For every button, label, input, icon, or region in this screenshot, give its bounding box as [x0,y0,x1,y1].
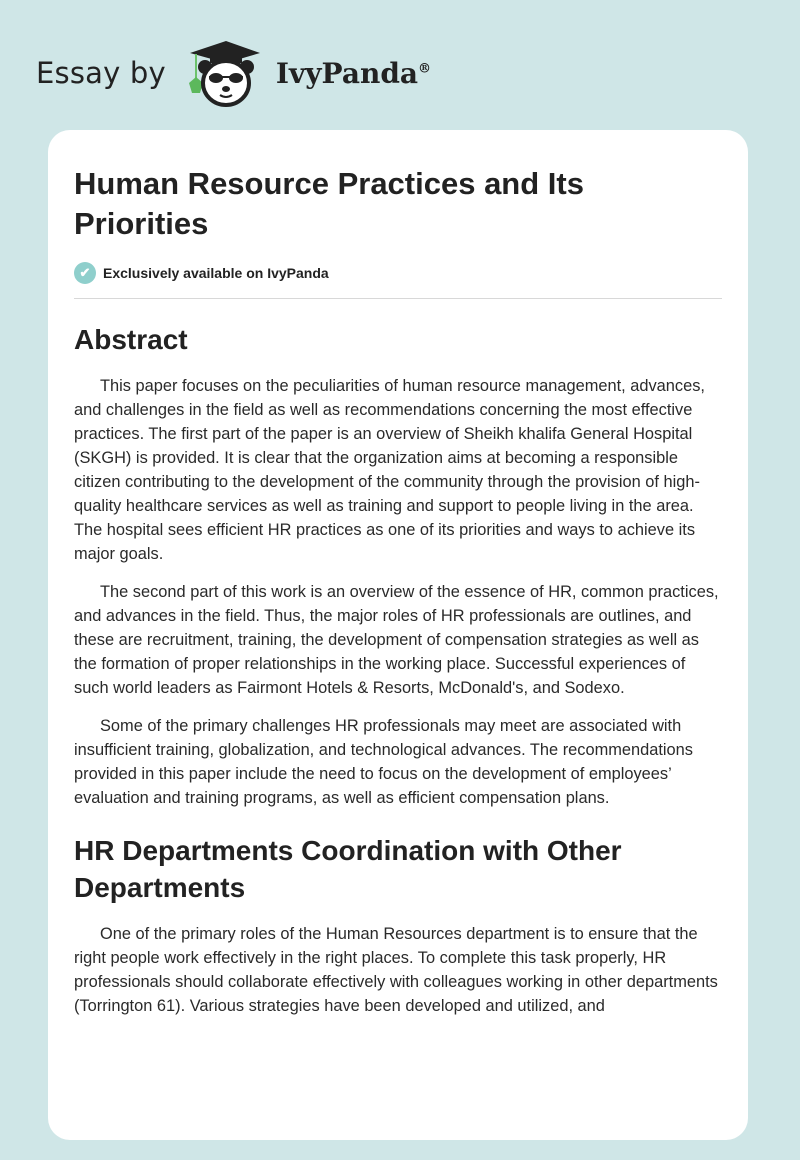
section-heading: HR Departments Coordination with Other Departments [74,835,622,903]
paragraph: One of the primary roles of the Human Resources department is to ensure that the right people work effectively in the right places. To complete this task properly, HR professionals should collaborate effectively with colleagues working in other departments (Torrington 61). Various strategies have been developed and utilized, and [74,925,718,1015]
paragraph: The second part of this work is an overview of the essence of HR, common practices, and advances in the field. Thus, the major roles of HR professionals are outlines, and these are recruitment, training, the development of compensation strategies as well as the formation of proper relationships in the working place. Successful experiences of such world leaders as Fairmont Hotels & Resorts, McDonald's, and Sodexo. [74,583,719,697]
essay-by-label: Essay by [36,56,166,90]
exclusive-badge [74,262,722,284]
paragraph: This paper focuses on the peculiarities of human resource management, advances, and challenges in the field as well as recommendations concerning the most effective practices. The first part of the paper is an overview of Sheikh khalifa General Hospital (SKGH) is provided. It is clear that the organization aims at becoming a responsible citizen contributing to the development of the community through the provision of high-quality healthcare services as well as training and support to people living in the area. The hospital sees efficient HR practices as one of its priorities and ways to achieve its major goals. [74,377,705,563]
paragraph: Some of the primary challenges HR professionals may meet are associated with insufficient training, globalization, and technological advances. The recommendations provided in this paper include the need to focus on the development of employees’ evaluation and training programs, as well as efficient compensation plans. [74,717,693,807]
divider [74,298,722,299]
brand-name: IvyPanda® [275,56,432,90]
badge-label: Exclusively available on IvyPanda [103,265,329,281]
essay-title: Human Resource Practices and Its Priorities [74,166,584,241]
section-heading: Abstract [74,324,188,355]
site-header [36,38,431,108]
essay-card [48,130,748,1140]
panda-logo-icon [176,37,268,109]
check-icon: ✔ [74,262,96,284]
